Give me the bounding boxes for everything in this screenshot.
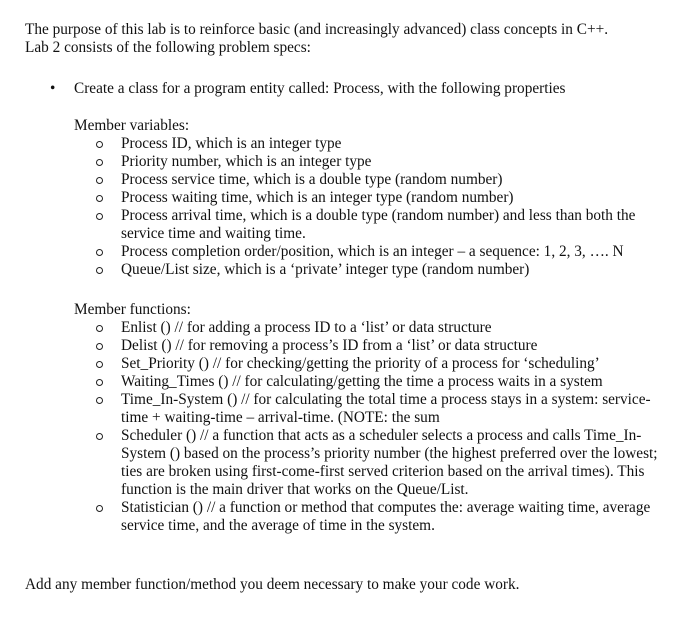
list-item: Process completion order/position, which is an integer – a sequence: 1, 2, 3, …. N bbox=[96, 243, 666, 261]
list-item: Set_Priority () // for checking/getting the priority of a process for ‘scheduling’ bbox=[96, 355, 666, 373]
hollow-circle-bullet-icon bbox=[96, 195, 103, 202]
member-variables-list bbox=[96, 135, 666, 279]
list-item: Scheduler () // a function that acts as a scheduler selects a process and calls Time_In-System () based on the process’s priority number (the highest preferred over the lowest; ties are broken using first-come-first served criterion based on the arrival times). This function is the main driver that works on the Queue/List. bbox=[96, 427, 666, 499]
list-item: Time_In-System () // for calculating the total time a process stays in a system: service-time + waiting-time – arrival-time. (NOTE: the sum bbox=[96, 391, 666, 427]
list-item: Statistician () // a function or method that computes the: average waiting time, average service time, and the average of time in the system. bbox=[96, 499, 666, 535]
member-variables-label: Member variables: bbox=[74, 117, 190, 134]
bullet-text: Create a class for a program entity called: Process, with the following properties bbox=[74, 80, 566, 97]
hollow-circle-bullet-icon bbox=[96, 213, 103, 220]
hollow-circle-bullet-icon bbox=[96, 141, 103, 148]
list-item: Process ID, which is an integer type bbox=[96, 135, 666, 153]
hollow-circle-bullet-icon bbox=[96, 433, 103, 440]
intro-line-1: The purpose of this lab is to reinforce basic (and increasingly advanced) class concepts in C++. bbox=[25, 21, 609, 38]
list-item: Process waiting time, which is an integer type (random number) bbox=[96, 189, 666, 207]
hollow-circle-bullet-icon bbox=[96, 397, 103, 404]
list-item: Waiting_Times () // for calculating/getting the time a process waits in a system bbox=[96, 373, 666, 391]
hollow-circle-bullet-icon bbox=[96, 325, 103, 332]
closing-paragraph: Add any member function/method you deem necessary to make your code work. bbox=[25, 576, 520, 593]
intro-line-2: Lab 2 consists of the following problem specs: bbox=[25, 39, 311, 56]
bullet-dot-icon: • bbox=[50, 80, 56, 97]
hollow-circle-bullet-icon bbox=[96, 159, 103, 166]
hollow-circle-bullet-icon bbox=[96, 267, 103, 274]
hollow-circle-bullet-icon bbox=[96, 177, 103, 184]
list-item: Process arrival time, which is a double type (random number) and less than both the service time and waiting time. bbox=[96, 207, 666, 243]
hollow-circle-bullet-icon bbox=[96, 343, 103, 350]
list-item: Queue/List size, which is a ‘private’ integer type (random number) bbox=[96, 261, 666, 279]
hollow-circle-bullet-icon bbox=[96, 361, 103, 368]
intro-paragraph bbox=[25, 21, 675, 57]
list-item: Process service time, which is a double type (random number) bbox=[96, 171, 666, 189]
member-functions-label: Member functions: bbox=[74, 301, 191, 318]
hollow-circle-bullet-icon bbox=[96, 249, 103, 256]
list-item: Priority number, which is an integer type bbox=[96, 153, 666, 171]
member-functions-list bbox=[96, 319, 666, 535]
list-item: Enlist () // for adding a process ID to a ‘list’ or data structure bbox=[96, 319, 666, 337]
hollow-circle-bullet-icon bbox=[96, 379, 103, 386]
list-item: Delist () // for removing a process’s ID from a ‘list’ or data structure bbox=[96, 337, 666, 355]
hollow-circle-bullet-icon bbox=[96, 505, 103, 512]
